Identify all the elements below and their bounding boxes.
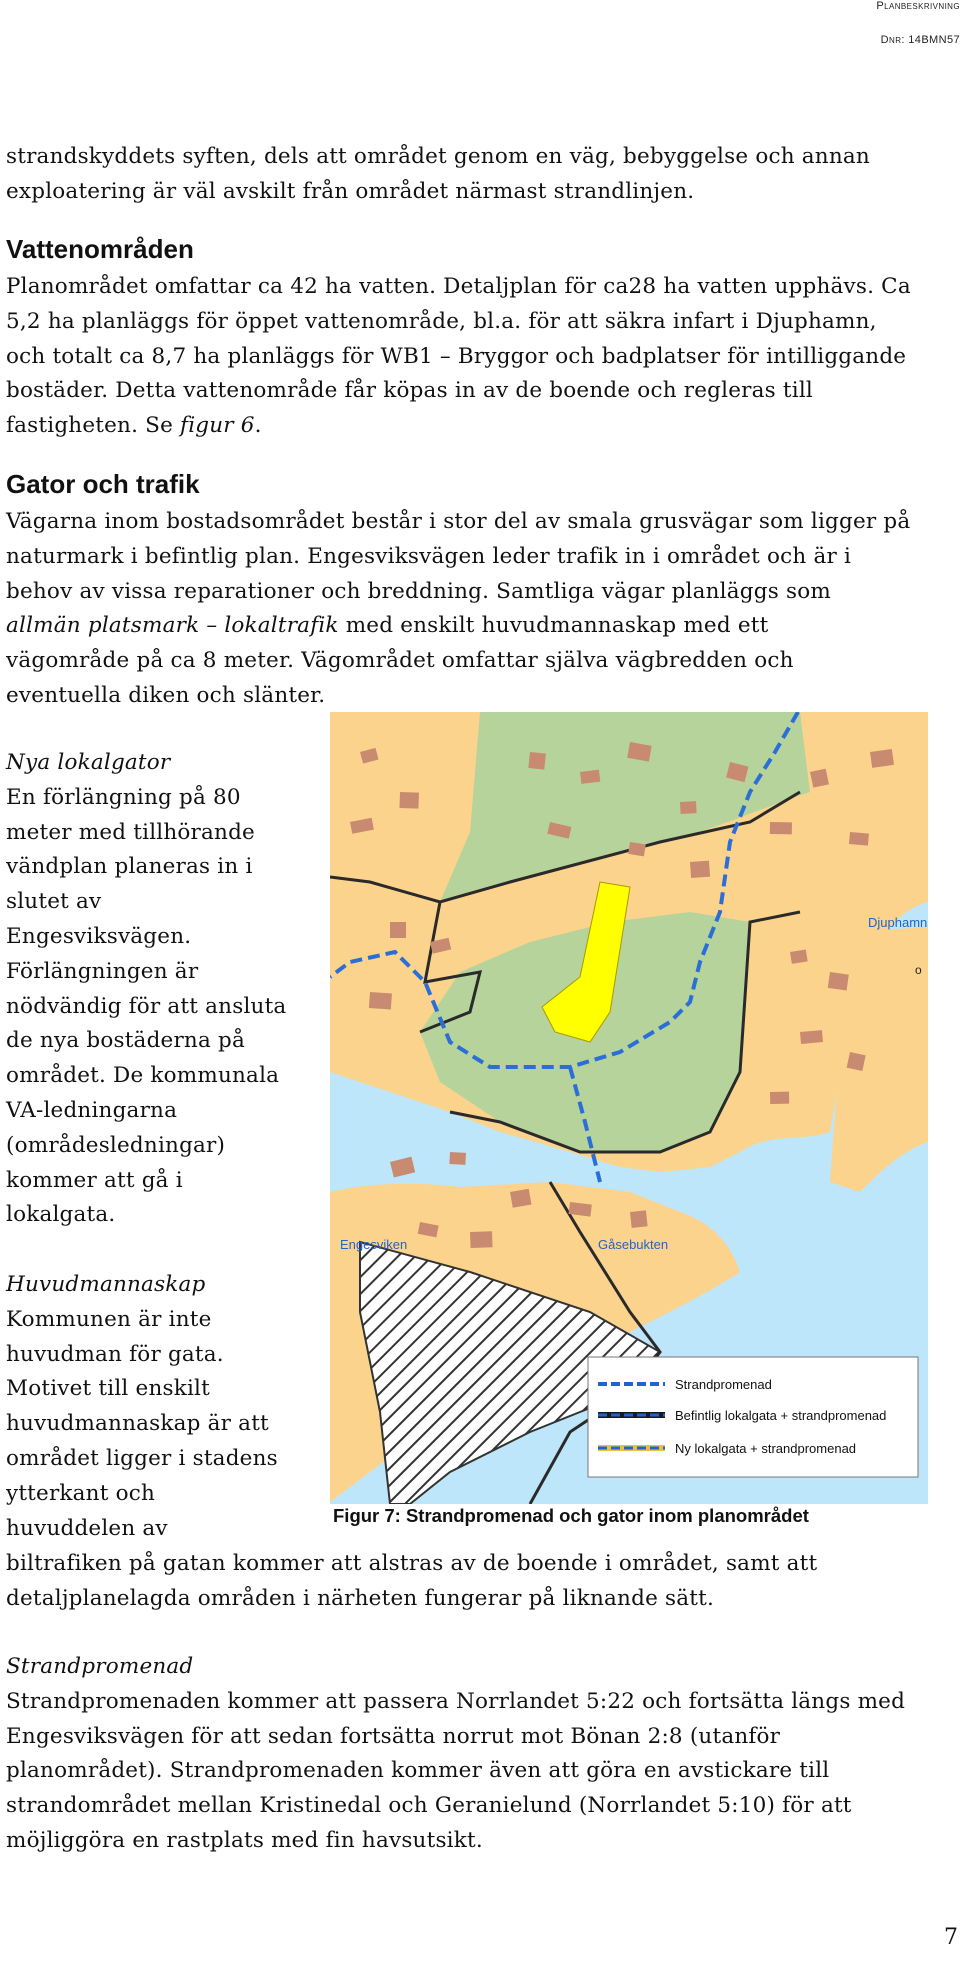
huvudmannaskap-section: Huvudmannaskap Kommunen är inte huvudman för gata. Motivet till enskilt huvudmannaskap är att området ligger i stadens ytterkant och huvuddelen av [6,1268,326,1546]
heading-vattenomraden: Vattenområden [6,234,194,264]
heading-gator-och-trafik: Gator och trafik [6,469,200,499]
running-header-title: Planbeskrivning [876,0,960,12]
figure-caption: Figur 7: Strandpromenad och gator inom planområdet [333,1505,809,1526]
map-building [800,1030,823,1044]
map-building [810,769,829,788]
strandpromenad-title: Strandpromenad [6,1654,194,1679]
map-building [690,861,710,878]
map-label-engesviken: Engesviken [340,1237,408,1252]
map-label-o: o [915,963,922,977]
map-building [580,770,600,784]
map-label-djuphamn: Djuphamns [868,915,928,930]
map-building [847,1052,866,1071]
intro-paragraph: strandskyddets syften, dels att området genom en väg, bebyggelse och annan exploatering är väl avskilt från området närmast strandlinjen. [6,144,870,204]
map-building [369,992,392,1009]
map-building [510,1189,531,1208]
map-label-gasebukten: Gåsebukten [598,1237,669,1252]
huvudmannaskap-title: Huvudmannaskap [6,1272,206,1297]
map-building [628,842,646,856]
huvudmannaskap-continuation: biltrafiken på gatan kommer att alstras av de boende i området, samt att detaljplanelagda områden i närheten fungerar på liknande sätt. [6,1551,818,1611]
map-building [528,752,546,770]
map-legend [588,1357,918,1477]
map-building [470,1231,493,1248]
vatten-paragraph: Planområdet omfattar ca 42 ha vatten. Detaljplan för ca28 ha vatten upphävs. Ca 5,2 ha planläggs för öppet vattenområde, bl.a. för att säkra infart i Djuphamn, och totalt ca 8,7 ha planläggs för WB1 – Bryggor och badplatser för intilliggande bostäder. Detta vattenområde får köpas in av de boende och regleras till fastigheten. Se figur 6. [6,274,911,439]
map-building [870,749,894,768]
map-building [790,949,808,963]
legend-label-ny: Ny lokalgata + strandpromenad [675,1441,857,1456]
legend-label-strandpromenad: Strandpromenad [675,1377,772,1392]
strandpromenad-section: Strandpromenad Strandpromenaden kommer att passera Norrlandet 5:22 och fortsätta längs med Engesviksvägen för att sedan fortsätta norrut mot Bönan 2:8 (utanför planområdet). Strandpromenaden kommer även att göra en avstickare till strandområdet mellan Kristinedal och Geranielund (Norrlandet 5:10) för att möjliggöra en rastplats med fin havsutsikt. [6,1650,956,1859]
nya-lokalgator-title: Nya lokalgator [6,750,171,775]
strandpromenad-map [330,712,928,1504]
map-figure [330,712,928,1504]
map-building [770,1092,789,1104]
running-header-dnr: Dnr: 14BMN57 [880,34,960,46]
page-number: 7 [944,1925,958,1950]
map-building [828,972,849,990]
map-building [680,801,697,814]
map-building [390,922,406,938]
gator-paragraph: Vägarna inom bostadsområdet består i stor del av smala grusvägar som ligger på naturmark i befintlig plan. Engesviksvägen leder trafik in i området och är i behov av vissa reparationer och breddning. Samtliga vägar planläggs som allmän platsmark – lokaltrafik med enskilt huvudmannaskap med ett vägområde på ca 8 meter. Vägområdet omfattar själva vägbredden och eventuella diken och slänter. [6,509,911,708]
map-building [449,1152,466,1165]
map-building [399,792,419,809]
map-building [770,822,792,834]
legend-label-befintlig: Befintlig lokalgata + strandpromenad [675,1408,887,1423]
map-building [630,1210,648,1228]
map-building [849,832,869,846]
nya-lokalgator-section: Nya lokalgator En förlängning på 80 meter med tillhörande vändplan planeras in i slutet av Engesviksvägen. Förlängningen är nödvändig för att ansluta de nya bostäderna på området. De kommunala VA-ledningarna (områdesledningar) kommer att gå i lokalgata. [6,746,326,1233]
